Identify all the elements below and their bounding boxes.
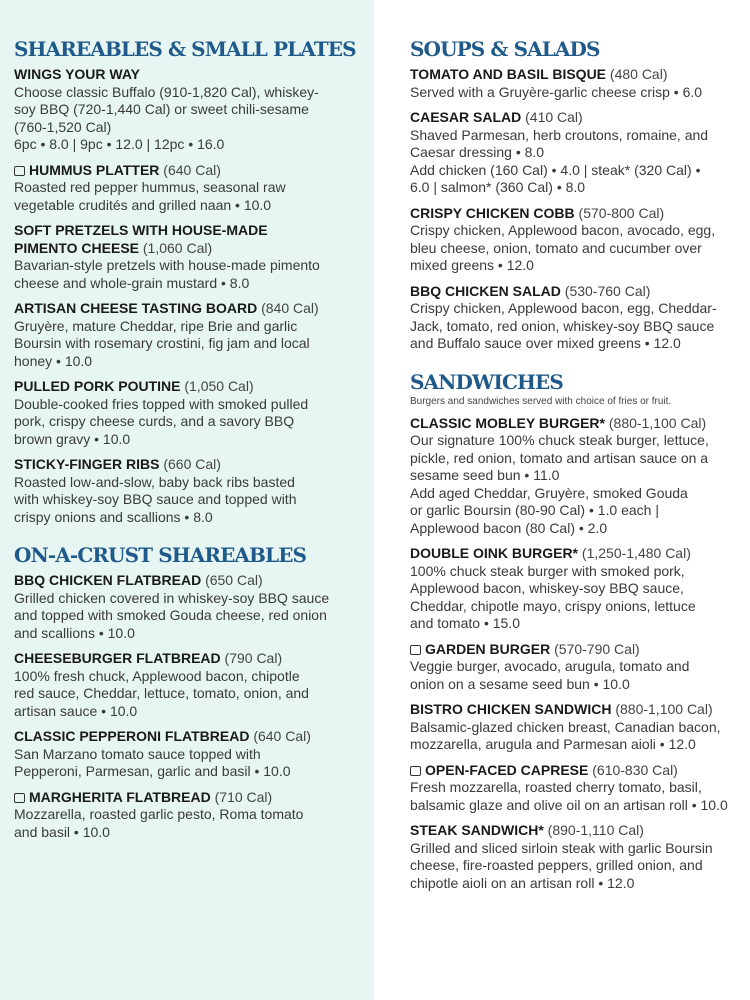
item-calories: (530-760 Cal)	[560, 282, 651, 299]
item-description-line: soy BBQ (720-1,440 Cal) or sweet chili-sesame	[14, 101, 309, 117]
item-description-line: balsamic glaze and olive oil on an artisan roll • 10.0	[410, 796, 728, 813]
menu-item-pulled-pork-poutine	[14, 378, 360, 448]
vegetarian-icon	[14, 793, 25, 803]
item-description-line: and Buffalo sauce over mixed greens • 12.0	[410, 335, 681, 351]
item-name: CLASSIC PEPPERONI FLATBREAD	[14, 728, 250, 744]
item-description-line: Cheddar, chipotle mayo, crispy onions, lettuce	[410, 597, 696, 614]
item-description-line: San Marzano tomato sauce topped with	[14, 745, 261, 762]
item-heading	[14, 572, 360, 590]
item-heading	[410, 641, 742, 659]
item-description-line: Gruyère, mature Cheddar, ripe Brie and garlic	[14, 317, 298, 334]
item-calories: (710 Cal)	[210, 788, 273, 805]
menu-item-steak-sandwich	[410, 822, 742, 892]
item-description-line: honey • 10.0	[14, 352, 93, 369]
section-title: SHAREABLES & SMALL PLATES	[14, 37, 356, 61]
menu-item-bbq-chicken-salad	[410, 283, 742, 353]
item-description-line: bleu cheese, onion, tomato and cucumber over	[410, 239, 702, 256]
item-name: TOMATO AND BASIL BISQUE	[410, 66, 607, 82]
vegetarian-icon	[14, 166, 25, 176]
item-heading	[14, 378, 360, 396]
item-description-line: Crispy chicken, Applewood bacon, egg, Cheddar-	[410, 300, 717, 316]
item-description-line: vegetable crudités and grilled naan • 10.0	[14, 196, 272, 213]
item-description-line: Applewood bacon (80 Cal) • 2.0	[410, 519, 608, 536]
item-heading	[410, 701, 742, 719]
item-calories: (1,050 Cal)	[180, 378, 254, 394]
item-description-line: Our signature 100% chuck steak burger, lettuce,	[410, 432, 709, 448]
item-description-line: cheese and whole-grain mustard • 8.0	[14, 274, 250, 291]
item-name: BBQ CHICKEN FLATBREAD	[14, 572, 202, 588]
item-description-line: brown gravy • 10.0	[14, 430, 131, 447]
item-description-line: chipotle aioli on an artisan roll • 12.0	[410, 874, 635, 891]
menu-item-bistro-chicken-sandwich	[410, 701, 742, 754]
item-description-line: (760-1,520 Cal)	[14, 118, 112, 135]
item-heading	[14, 789, 360, 807]
item-name: HUMMUS PLATTER	[29, 161, 160, 178]
item-description-line: and scallions • 10.0	[14, 624, 135, 641]
item-heading	[410, 545, 742, 563]
item-description-line: Grilled chicken covered in whiskey-soy BBQ sauce	[14, 589, 330, 606]
item-description-line: 100% chuck steak burger with smoked pork,	[410, 562, 685, 579]
item-heading	[410, 66, 742, 84]
item-description-line: Balsamic-glazed chicken breast, Canadian bacon,	[410, 718, 721, 735]
section-sandwiches	[410, 369, 742, 893]
menu-item-caesar-salad	[410, 109, 742, 197]
item-name: BISTRO CHICKEN SANDWICH	[410, 701, 612, 717]
item-heading	[14, 66, 360, 84]
menu-item-tomato-and-basil-bisque	[410, 66, 742, 101]
item-description-line: Applewood bacon, whiskey-soy BBQ sauce,	[410, 580, 684, 596]
item-description-line: Served with a Gruyère-garlic cheese crisp • 6.0	[410, 83, 703, 100]
item-calories: (650 Cal)	[201, 572, 263, 588]
right-column	[374, 0, 750, 1000]
item-heading	[14, 162, 360, 180]
item-description-line: and topped with smoked Gouda cheese, red onion	[14, 607, 327, 623]
section-spacer	[410, 361, 742, 369]
section-title: SANDWICHES	[410, 369, 563, 394]
item-description-line: mozzarella, arugula and Parmesan aioli • 12.0	[410, 736, 696, 752]
item-calories: (480 Cal)	[606, 66, 668, 82]
item-name: ARTISAN CHEESE TASTING BOARD	[14, 300, 258, 316]
item-calories: (610-830 Cal)	[588, 761, 678, 778]
item-name-line-2: PIMENTO CHEESE	[14, 239, 139, 256]
item-heading	[14, 650, 360, 668]
item-name: DOUBLE OINK BURGER*	[410, 545, 579, 561]
item-description-line: Grilled and sliced sirloin steak with garlic Boursin	[410, 839, 713, 856]
item-description-line: Pepperoni, Parmesan, garlic and basil • 10.0	[14, 763, 291, 779]
item-description-line: sesame seed bun • 11.0	[410, 467, 560, 483]
item-calories: (880-1,100 Cal)	[611, 701, 713, 717]
item-heading	[410, 415, 742, 433]
item-description-line: with whiskey-soy BBQ sauce and topped with	[14, 491, 297, 507]
item-description-line: 6pc • 8.0 | 9pc • 12.0 | 12pc • 16.0	[14, 136, 225, 152]
menu-item-open-faced-caprese	[410, 762, 742, 815]
item-description-line: Crispy chicken, Applewood bacon, avocado, egg,	[410, 222, 716, 238]
vegetarian-icon	[410, 766, 421, 776]
item-calories: (570-800 Cal)	[574, 204, 665, 221]
item-calories: (640 Cal)	[249, 728, 311, 744]
section-spacer	[14, 534, 360, 542]
item-description-line: Jack, tomato, red onion, whiskey-soy BBQ sauce	[410, 317, 715, 334]
item-description-line: Bavarian-style pretzels with house-made pimento	[14, 257, 320, 273]
item-description-line: Double-cooked fries topped with smoked pulled	[14, 395, 309, 412]
menu-item-soft-pretzels-with-house-made	[14, 222, 360, 292]
item-description-line: and tomato • 15.0	[410, 615, 520, 631]
item-name: SOFT PRETZELS WITH HOUSE-MADE	[14, 222, 268, 238]
item-calories: (1,060 Cal)	[139, 239, 213, 256]
vegetarian-icon	[410, 645, 421, 655]
menu-item-margherita-flatbread	[14, 789, 360, 842]
item-description-line: Roasted red pepper hummus, seasonal raw	[14, 179, 286, 195]
item-name: CLASSIC MOBLEY BURGER*	[410, 414, 605, 431]
item-description-line: pickle, red onion, tomato and artisan sauce on a	[410, 449, 709, 466]
menu-item-garden-burger	[410, 641, 742, 694]
item-description-line: and basil • 10.0	[14, 823, 110, 840]
item-calories: (890-1,110 Cal)	[543, 822, 644, 838]
item-description-line: artisan sauce • 10.0	[14, 702, 138, 719]
item-heading	[14, 456, 360, 474]
menu-item-cheeseburger-flatbread	[14, 650, 360, 720]
item-description-line: crispy onions and scallions • 8.0	[14, 508, 213, 525]
item-description-line: pork, crispy cheese curds, and a savory BBQ	[14, 413, 295, 429]
item-heading	[410, 109, 742, 127]
item-calories: (1,250-1,480 Cal)	[578, 545, 691, 561]
item-name: CHEESEBURGER FLATBREAD	[14, 650, 221, 666]
item-name: BBQ CHICKEN SALAD	[410, 282, 561, 299]
item-heading	[410, 283, 742, 301]
item-description-line: Add chicken (160 Cal) • 4.0 | steak* (320 Cal) •	[410, 161, 701, 178]
item-name: WINGS YOUR WAY	[14, 66, 141, 82]
item-description-line: or garlic Boursin (80-90 Cal) • 1.0 each |	[410, 502, 659, 518]
item-description-line: Mozzarella, roasted garlic pesto, Roma tomato	[14, 806, 304, 822]
item-description-line: Caesar dressing • 8.0	[410, 144, 545, 160]
item-description-line: Veggie burger, avocado, arugula, tomato and	[410, 658, 690, 674]
section-shareables-small-plates	[14, 36, 360, 526]
item-description-line: red sauce, Cheddar, lettuce, tomato, onion, and	[14, 685, 309, 701]
menu-item-classic-pepperoni-flatbread	[14, 728, 360, 781]
section-on-a-crust-shareables	[14, 542, 360, 841]
item-description-line: 100% fresh chuck, Applewood bacon, chipotle	[14, 667, 300, 684]
section-title: SOUPS & SALADS	[410, 37, 600, 61]
item-calories: (840 Cal)	[257, 300, 319, 316]
section-subtitle: Burgers and sandwiches served with choice of fries or fruit.	[410, 395, 672, 407]
item-description-line: Boursin with rosemary crostini, fig jam and local	[14, 335, 310, 351]
item-name: STEAK SANDWICH*	[410, 822, 544, 838]
menu-item-hummus-platter	[14, 162, 360, 215]
item-calories: (640 Cal)	[159, 161, 221, 178]
item-name: CRISPY CHICKEN COBB	[410, 204, 575, 221]
left-column	[0, 0, 374, 1000]
item-description-line: 6.0 | salmon* (360 Cal) • 8.0	[410, 179, 586, 195]
item-name: PULLED PORK POUTINE	[14, 378, 181, 394]
item-calories: (790 Cal)	[220, 650, 283, 666]
section-title: ON-A-CRUST SHAREABLES	[14, 543, 307, 567]
menu-item-bbq-chicken-flatbread	[14, 572, 360, 642]
item-description-line: Add aged Cheddar, Gruyère, smoked Gouda	[410, 484, 688, 501]
item-name: STICKY-FINGER RIBS	[14, 456, 160, 472]
item-calories: (410 Cal)	[521, 109, 583, 125]
menu-item-wings-your-way	[14, 66, 360, 154]
item-heading	[14, 300, 360, 318]
item-description-line: Fresh mozzarella, roasted cherry tomato, basil,	[410, 779, 702, 795]
menu-item-classic-mobley-burger	[410, 415, 742, 538]
item-heading	[14, 728, 360, 746]
item-heading	[410, 822, 742, 840]
item-name: CAESAR SALAD	[410, 109, 522, 125]
item-heading	[410, 205, 742, 223]
menu-item-double-oink-burger	[410, 545, 742, 633]
item-description-line: Choose classic Buffalo (910-1,820 Cal), whiskey-	[14, 83, 319, 100]
item-description-line: Roasted low-and-slow, baby back ribs basted	[14, 473, 295, 490]
item-description-line: Shaved Parmesan, herb croutons, romaine, and	[410, 126, 709, 143]
item-name: MARGHERITA FLATBREAD	[29, 788, 211, 805]
menu-item-crispy-chicken-cobb	[410, 205, 742, 275]
item-name: GARDEN BURGER	[425, 640, 551, 657]
item-calories: (660 Cal)	[159, 456, 221, 472]
menu-item-sticky-finger-ribs	[14, 456, 360, 526]
item-calories: (880-1,100 Cal)	[604, 414, 707, 431]
item-heading	[410, 762, 742, 780]
item-name: OPEN-FACED CAPRESE	[425, 761, 589, 778]
item-description-line: mixed greens • 12.0	[410, 257, 534, 273]
item-description-line: cheese, fire-roasted peppers, grilled onion, and	[410, 857, 703, 873]
item-calories: (570-790 Cal)	[550, 640, 640, 657]
menu-item-artisan-cheese-tasting-board	[14, 300, 360, 370]
item-heading	[14, 222, 360, 257]
item-description-line: onion on a sesame seed bun • 10.0	[410, 675, 630, 692]
section-soups-salads	[410, 36, 742, 353]
